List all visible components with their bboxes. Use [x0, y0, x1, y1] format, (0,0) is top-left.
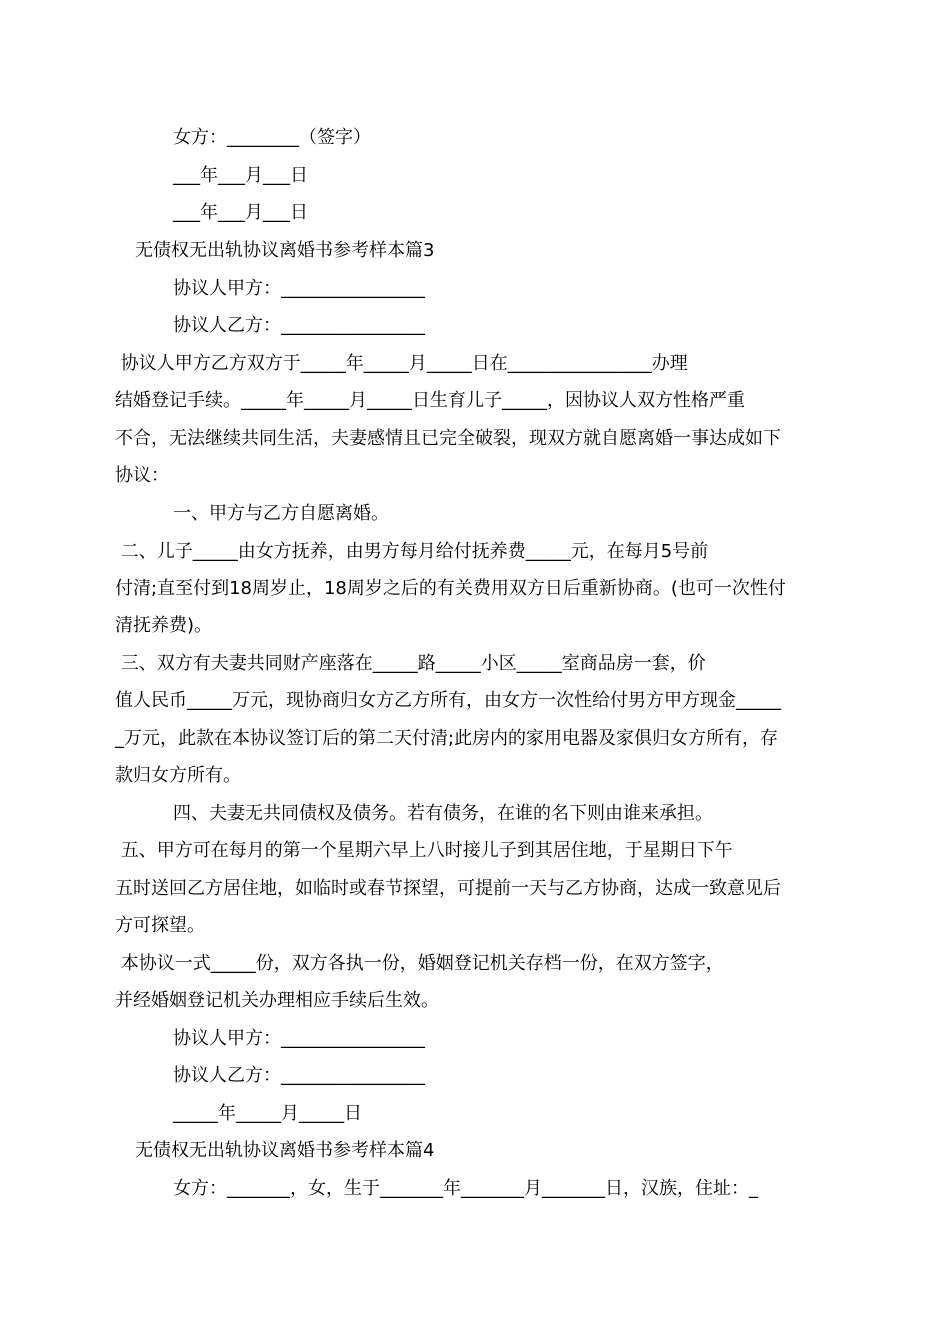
date-line: ___年___月___日 [173, 202, 308, 223]
paragraph-line: _万元，此款在本协议签订后的第二天付清;此房内的家用电器及家俱归女方所有，存 [115, 728, 779, 749]
paragraph-line: 二、儿子_____由女方抚养，由男方每月给付抚养费_____元，在每月5号前 [115, 541, 709, 562]
section-title-4: 无债权无出轨协议离婚书参考样本篇4 [135, 1140, 435, 1161]
signature-woman: 女方：________（签字） [173, 127, 371, 148]
party-b-line: 协议人乙方：________________ [173, 1065, 425, 1086]
paragraph-line: 五时送回乙方居住地，如临时或春节探望，可提前一天与乙方协商，达成一致意见后 [115, 878, 781, 899]
paragraph-line: 付清;直至付到18周岁止，18周岁之后的有关费用双方日后重新协商。(也可一次性付 [115, 578, 786, 599]
paragraph-line: 五、甲方可在每月的第一个星期六早上八时接儿子到其居住地，于星期日下午 [115, 840, 733, 861]
clause-1: 一、甲方与乙方自愿离婚。 [173, 503, 389, 524]
paragraph-line: 三、双方有夫妻共同财产座落在_____路_____小区_____室商品房一套，价 [115, 653, 706, 674]
paragraph-line: 本协议一式_____份，双方各执一份，婚姻登记机关存档一份，在双方签字， [115, 953, 724, 974]
woman-info-line: 女方：_______，女，生于_______年_______月_______日，汉族，住址：_ [173, 1178, 758, 1199]
paragraph-line: 协议人甲方乙方双方于_____年_____月_____日在________________办理 [115, 353, 688, 374]
party-b-line: 协议人乙方：________________ [173, 315, 425, 336]
party-a-line: 协议人甲方：________________ [173, 1028, 425, 1049]
paragraph-line: 结婚登记手续。_____年_____月_____日生育儿子_____，因协议人双方性格严重 [115, 390, 745, 411]
paragraph-line: 款归女方所有。 [115, 765, 241, 786]
paragraph-line: 并经婚姻登记机关办理相应手续后生效。 [115, 990, 439, 1011]
date-line: ___年___月___日 [173, 165, 308, 186]
paragraph-line: 清抚养费)。 [115, 615, 213, 636]
section-title-3: 无债权无出轨协议离婚书参考样本篇3 [135, 240, 435, 261]
clause-4: 四、夫妻无共同债权及债务。若有债务，在谁的名下则由谁来承担。 [173, 803, 713, 824]
paragraph-line: 方可探望。 [115, 915, 205, 936]
paragraph-line: 协议： [115, 465, 169, 486]
party-a-line: 协议人甲方：________________ [173, 278, 425, 299]
paragraph-line: 不合，无法继续共同生活，夫妻感情且已完全破裂，现双方就自愿离婚一事达成如下 [115, 428, 781, 449]
date-line: _____年_____月_____日 [173, 1103, 362, 1124]
paragraph-line: 值人民币_____万元，现协商归女方乙方所有，由女方一次性给付男方甲方现金_____ [115, 690, 781, 711]
